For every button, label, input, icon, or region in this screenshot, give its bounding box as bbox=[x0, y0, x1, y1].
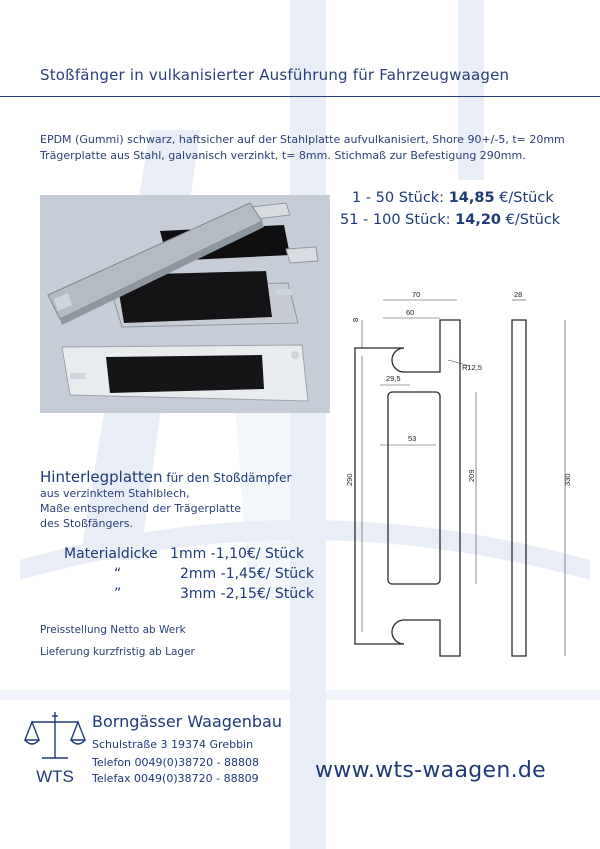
shims-title-main: Hinterlegplatten bbox=[40, 468, 163, 486]
plate-outline bbox=[355, 320, 460, 656]
shim-unit: €/ Stück bbox=[256, 586, 314, 602]
header-rule bbox=[0, 96, 600, 97]
company-name: Borngässer Waagenbau bbox=[92, 712, 282, 731]
description-line-2: Trägerplatte aus Stahl, galvanisch verzinkt, t= 8mm. Stichmaß zur Befestigung 290mm. bbox=[40, 149, 526, 162]
shim-price: 1,45 bbox=[225, 566, 257, 582]
scale-icon bbox=[25, 712, 85, 758]
price-amount: 14,85 bbox=[448, 190, 495, 206]
shims-title bbox=[40, 468, 291, 486]
rubber-pad bbox=[388, 392, 440, 584]
shim-thickness: 2mm - bbox=[180, 566, 226, 582]
company-address: Schulstraße 3 19374 Grebbin bbox=[92, 738, 254, 751]
shim-label: “ bbox=[114, 566, 122, 582]
price-unit: €/Stück bbox=[499, 190, 554, 206]
logo-text: WTS bbox=[36, 767, 74, 786]
description-line-1: EPDM (Gummi) schwarz, haftsicher auf der Stahlplatte aufvulkanisiert, Shore 90+/-5, t= 20mm bbox=[40, 133, 565, 146]
shim-label: ” bbox=[114, 586, 122, 602]
company-fax: Telefax 0049(0)38720 - 88809 bbox=[92, 772, 259, 785]
shims-line-1: aus verzinktem Stahlblech, bbox=[40, 487, 190, 500]
shim-price-row-3 bbox=[114, 586, 121, 602]
shims-line-2: Maße entsprechend der Trägerplatte bbox=[40, 502, 242, 515]
pricing-note: Preisstellung Netto ab Werk bbox=[40, 624, 186, 636]
shim-unit: €/ Stück bbox=[256, 566, 314, 582]
dim-top-width: 70 bbox=[412, 290, 421, 299]
delivery-note: Lieferung kurzfristig ab Lager bbox=[40, 646, 195, 658]
shims-line-3: des Stoßfängers. bbox=[40, 517, 134, 530]
shim-price-row-1 bbox=[64, 546, 304, 562]
shim-unit: €/ Stück bbox=[246, 546, 305, 562]
company-logo bbox=[22, 708, 88, 788]
dim-total-length: 330 bbox=[563, 473, 572, 486]
shim-thickness: 1mm - bbox=[170, 546, 216, 562]
shims-description bbox=[40, 486, 241, 531]
product-description bbox=[40, 132, 565, 164]
company-website-link[interactable]: www.wts-waagen.de bbox=[315, 758, 546, 783]
price-range: 1 - 50 Stück: bbox=[352, 190, 445, 206]
shims-title-rest: für den Stoßdämpfer bbox=[162, 471, 292, 485]
company-phone: Telefon 0049(0)38720 - 88808 bbox=[92, 756, 260, 769]
dim-slot-offset: 8 bbox=[351, 317, 360, 322]
shim-price-row-2-values bbox=[180, 566, 314, 582]
shim-price: 1,10 bbox=[215, 546, 247, 562]
product-photo bbox=[40, 195, 330, 413]
dim-pitch: 290 bbox=[345, 473, 354, 486]
shim-price: 2,15 bbox=[225, 586, 257, 602]
shim-price-row-3-values bbox=[180, 586, 314, 602]
bumper-slot-right bbox=[286, 247, 318, 263]
dim-side-thickness: 28 bbox=[514, 290, 523, 299]
dim-pad-offset: 29,5 bbox=[386, 374, 401, 383]
price-amount: 14,20 bbox=[455, 212, 502, 228]
dim-radius: R12,5 bbox=[462, 363, 483, 372]
dim-pad-length: 209 bbox=[467, 469, 476, 482]
dim-inner-width: 60 bbox=[406, 308, 415, 317]
dim-pad-width: 53 bbox=[408, 434, 417, 443]
price-row-1 bbox=[352, 190, 554, 206]
shim-price-row-2 bbox=[114, 566, 121, 582]
shim-label: Materialdicke bbox=[64, 546, 158, 562]
price-row-2 bbox=[340, 212, 560, 228]
side-view bbox=[512, 320, 526, 656]
shim-thickness: 3mm - bbox=[180, 586, 226, 602]
technical-drawing bbox=[330, 282, 600, 672]
price-range: 51 - 100 Stück: bbox=[340, 212, 451, 228]
bumper-bottom bbox=[62, 345, 308, 401]
price-unit: €/Stück bbox=[505, 212, 561, 228]
page-title: Stoßfänger in vulkanisierter Ausführung für Fahrzeugwaagen bbox=[40, 66, 510, 84]
